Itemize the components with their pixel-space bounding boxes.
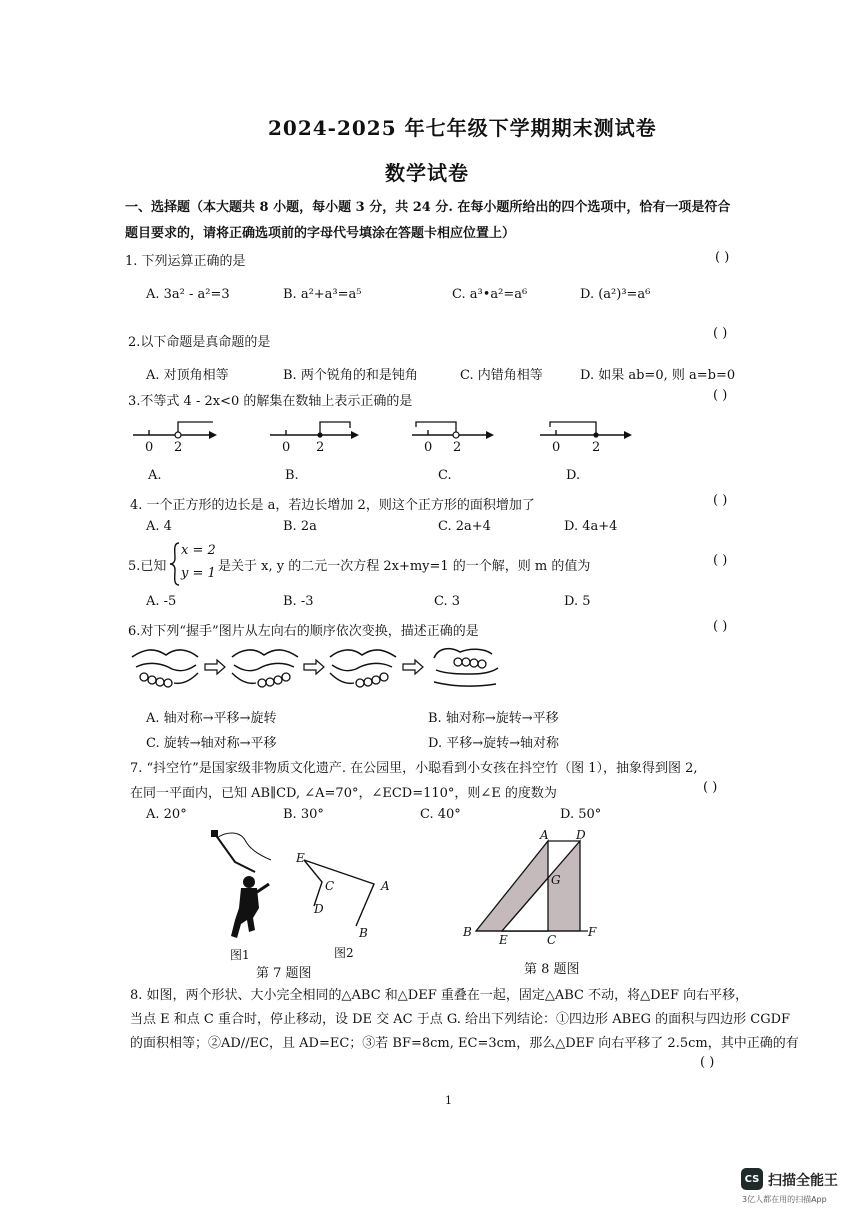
q7-label-a: A [381,879,390,893]
figure-1-label: 图1 [230,948,250,962]
q2-answer-paren: ( ) [713,326,728,341]
q5-equation-x: x = 2 [181,543,216,558]
q2-option-d: D. 如果 ab=0, 则 a=b=0 [580,368,736,383]
q3-d-zero: 0 [552,440,561,455]
q7-label-d: D [314,902,324,916]
q6-option-c: C. 旋转→轴对称→平移 [146,736,277,751]
q3-a-zero: 0 [145,440,154,455]
q3-stem: 3.不等式 4 - 2x<0 的解集在数轴上表示正确的是 [128,394,413,409]
scanner-app-name: 扫描全能王 [768,1173,838,1189]
q8-label-d: D [576,828,586,842]
q7-answer-paren: ( ) [703,780,718,795]
q4-answer-paren: ( ) [713,493,728,508]
scanner-logo-icon: CS [741,1168,763,1190]
diabolo-girl-figure [205,828,285,943]
handshake-image-3 [328,643,398,691]
q7-option-c: C. 40° [420,807,461,822]
q3-d-two: 2 [592,440,601,455]
q1-answer-paren: ( ) [715,250,730,265]
q8-label-a: A [540,828,549,842]
section-instructions-line2: 题目要求的，请将正确选项前的字母代号填涂在答题卡相应位置上） [125,226,516,241]
q3-c-two: 2 [453,440,462,455]
q5-answer-paren: ( ) [713,553,728,568]
q1-option-c: C. a³•a²=a⁶ [452,287,528,302]
q8-stem-line1: 8. 如图，两个形状、大小完全相同的△ABC 和△DEF 重叠在一起，固定△ABC 不动，将△DEF 向右平移， [130,988,749,1003]
q5-stem: 是关于 x, y 的二元一次方程 2x+my=1 的一个解，则 m 的值为 [218,559,591,574]
q8-answer-paren: ( ) [700,1055,715,1070]
q6-stem: 6.对下列“握手”图片从左向右的顺序依次变换，描述正确的是 [128,624,479,639]
q8-label-b: B [463,925,472,939]
q4-option-d: D. 4a+4 [564,519,618,534]
q5-option-a: A. -5 [146,594,177,609]
q4-stem: 4. 一个正方形的边长是 a，若边长增加 2，则这个正方形的面积增加了 [130,498,535,513]
exam-title: 2024-2025 年七年级下学期期末测试卷 [268,116,657,140]
system-brace [169,542,181,586]
q3-option-a: A. [148,468,162,483]
q3-option-d: D. [566,468,581,483]
q3-b-two: 2 [316,440,325,455]
q8-label-e: E [499,933,508,947]
q5-prefix: 5.已知 [128,559,167,574]
q3-option-b: B. [285,468,299,483]
page-number: 1 [445,1094,452,1107]
q3-a-two: 2 [174,440,183,455]
q2-option-c: C. 内错角相等 [460,368,543,383]
q4-option-a: A. 4 [146,519,172,534]
arrow-right-icon [303,660,325,674]
q8-stem-line2: 当点 E 和点 C 重合时，停止移动，设 DE 交 AC 于点 G. 给出下列结论：①四边形 ABEG 的面积与四边形 CGDF [130,1012,791,1027]
q7-label-e: E [296,851,305,865]
q8-stem-line3: 的面积相等；②AD//EC，且 AD=EC；③若 BF=8cm, EC=3cm，那么△DEF 向右平移了 2.5cm，其中正确的有 [130,1036,799,1051]
handshake-image-2 [230,643,300,691]
exam-subtitle: 数学试卷 [385,161,469,185]
q1-option-b: B. a²+a³=a⁵ [283,287,362,302]
q6-option-a: A. 轴对称→平移→旋转 [146,711,277,726]
section-instructions-line1: 一、选择题（本大题共 8 小题，每小题 3 分，共 24 分. 在每小题所给出的四个选项中，恰有一项是符合 [125,200,731,215]
q3-answer-paren: ( ) [713,388,728,403]
q7-geometry-figure [290,850,400,940]
q4-option-b: B. 2a [283,519,317,534]
q7-label-c: C [325,879,335,893]
q1-option-a: A. 3a² - a²=3 [146,287,230,302]
q7-option-a: A. 20° [146,807,187,822]
q8-geometry-figure [470,835,600,940]
arrow-right-icon [204,660,226,674]
q3-b-zero: 0 [282,440,291,455]
figure-2-label: 图2 [334,946,354,960]
q3-c-zero: 0 [424,440,433,455]
handshake-image-4 [430,640,502,694]
q7-figure-caption: 第 7 题图 [256,966,312,981]
q4-option-c: C. 2a+4 [438,519,491,534]
q2-option-b: B. 两个锐角的和是钝角 [283,368,418,383]
q6-option-b: B. 轴对称→旋转→平移 [428,711,559,726]
q7-stem-line1: 7. “抖空竹”是国家级非物质文化遗产. 在公园里，小聪看到小女孩在抖空竹（图 1），抽象得到图 2, [130,761,698,776]
q7-option-d: D. 50° [560,807,602,822]
q8-label-c: C [547,933,557,947]
q6-answer-paren: ( ) [713,619,728,634]
q1-stem: 1. 下列运算正确的是 [125,254,246,269]
q8-label-f: F [588,925,597,939]
handshake-image-1 [130,643,200,691]
q2-stem: 2.以下命题是真命题的是 [128,335,271,350]
q8-figure-caption: 第 8 题图 [524,962,580,977]
scanner-app-tagline: 3亿人都在用的扫描App [742,1195,827,1204]
q8-label-g: G [551,873,561,887]
q2-option-a: A. 对顶角相等 [146,368,229,383]
q5-equation-y: y = 1 [181,566,216,581]
q6-option-d: D. 平移→旋转→轴对称 [428,736,560,751]
q5-option-b: B. -3 [283,594,314,609]
arrow-right-icon [402,660,424,674]
q3-option-c: C. [438,468,452,483]
q1-option-d: D. (a²)³=a⁶ [580,287,651,302]
q7-option-b: B. 30° [283,807,324,822]
q7-stem-line2: 在同一平面内，已知 AB∥CD, ∠A=70°，∠ECD=110°，则∠E 的度数为 [130,786,557,801]
q5-option-d: D. 5 [564,594,591,609]
q7-label-b: B [359,926,368,940]
q5-option-c: C. 3 [434,594,461,609]
